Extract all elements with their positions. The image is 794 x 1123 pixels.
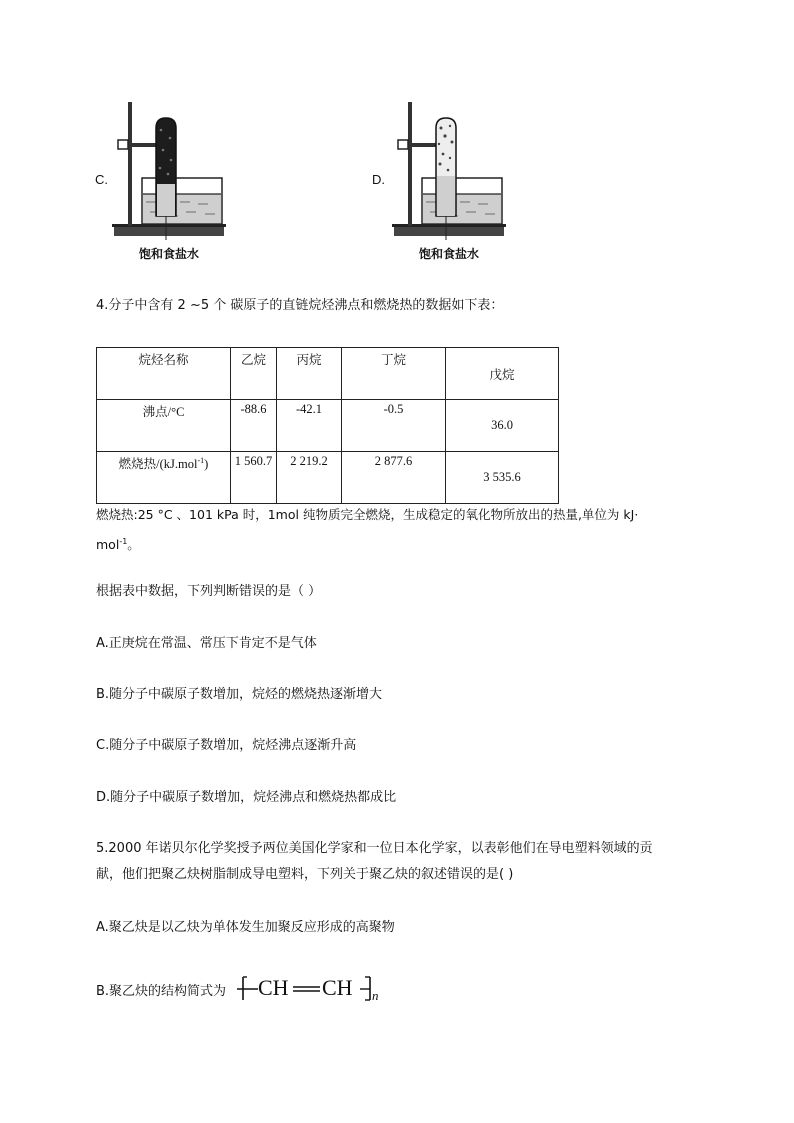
table-cell: -0.5 (383, 402, 404, 416)
table-cell: -88.6 (240, 402, 267, 416)
figure-d-caption: 饱和食盐水 (419, 247, 480, 261)
q4-option-d: D.随分子中碳原子数增加，烷烃沸点和燃烧热都成比 (96, 790, 397, 805)
table-cell: 2 219.2 (290, 454, 328, 468)
q4-option-c: C.随分子中碳原子数增加，烷烃沸点逐渐升高 (96, 738, 357, 753)
q4-stem: 4.分子中含有 2 ~5 个 碳原子的直链烷烃沸点和燃烧热的数据如下表： (96, 298, 504, 313)
polyacetylene-formula (236, 972, 386, 1006)
table-header-cell: 烷烃名称 (138, 353, 189, 367)
apparatus-c-diagram (110, 98, 230, 240)
table-cell: 3 535.6 (483, 470, 521, 484)
table-header-row (97, 348, 559, 400)
table-cell: -42.1 (295, 402, 323, 416)
table-header-cell: 丙烷 (296, 353, 322, 367)
table-cell: 1 560.7 (234, 454, 273, 468)
formula-subscript-n: n (372, 988, 379, 1003)
alkane-data-table (96, 347, 559, 504)
q5-option-a: A.聚乙炔是以乙炔为单体发生加聚反应形成的高聚物 (96, 920, 395, 935)
table-cell: 36.0 (491, 418, 513, 432)
q5-stem-line2: 献，他们把聚乙炔树脂制成导电塑料，下列关于聚乙炔的叙述错误的是( ) (96, 867, 514, 882)
q4-note-line2: mol$^{-1}$。 (96, 537, 140, 553)
q4-option-a: A.正庚烷在常温、常压下肯定不是气体 (96, 636, 317, 651)
q4-note-line1: 燃烧热:25 °C 、101 kPa 时，1mol 纯物质完全燃烧，生成稳定的氧化物所放出的热量,单位为 kJ· (96, 507, 639, 522)
table-header-cell: 乙烷 (240, 353, 266, 367)
q5-stem-line1: 5.2000 年诺贝尔化学奖授予两位美国化学家和一位日本化学家，以表彰他们在导电塑料领域的贡 (96, 841, 653, 856)
figure-c-caption: 饱和食盐水 (139, 247, 200, 261)
q4-option-b: B.随分子中碳原子数增加，烷烃的燃烧热逐渐增大 (96, 687, 383, 702)
figure-d-label: D. (372, 172, 385, 187)
table-cell: 2 877.6 (374, 454, 413, 468)
q4-prompt: 根据表中数据，下列判断错误的是（ ） (96, 584, 322, 599)
table-header-cell: 丁烷 (380, 353, 406, 367)
apparatus-d-diagram (390, 98, 510, 240)
table-cell-heat-label: 燃烧热/(kJ.mol$^{-1}$) (118, 455, 209, 471)
formula-ch-left: CH (258, 975, 289, 1000)
table-row-boiling (97, 400, 559, 452)
q5-option-b: B.聚乙炔的结构简式为 (96, 984, 227, 999)
table-header-cell: 戊烷 (489, 367, 515, 382)
table-row-heat (97, 452, 559, 504)
table-cell: 沸点/°C (142, 405, 185, 419)
formula-ch-right: CH (322, 975, 353, 1000)
figure-c-label: C. (95, 172, 108, 187)
